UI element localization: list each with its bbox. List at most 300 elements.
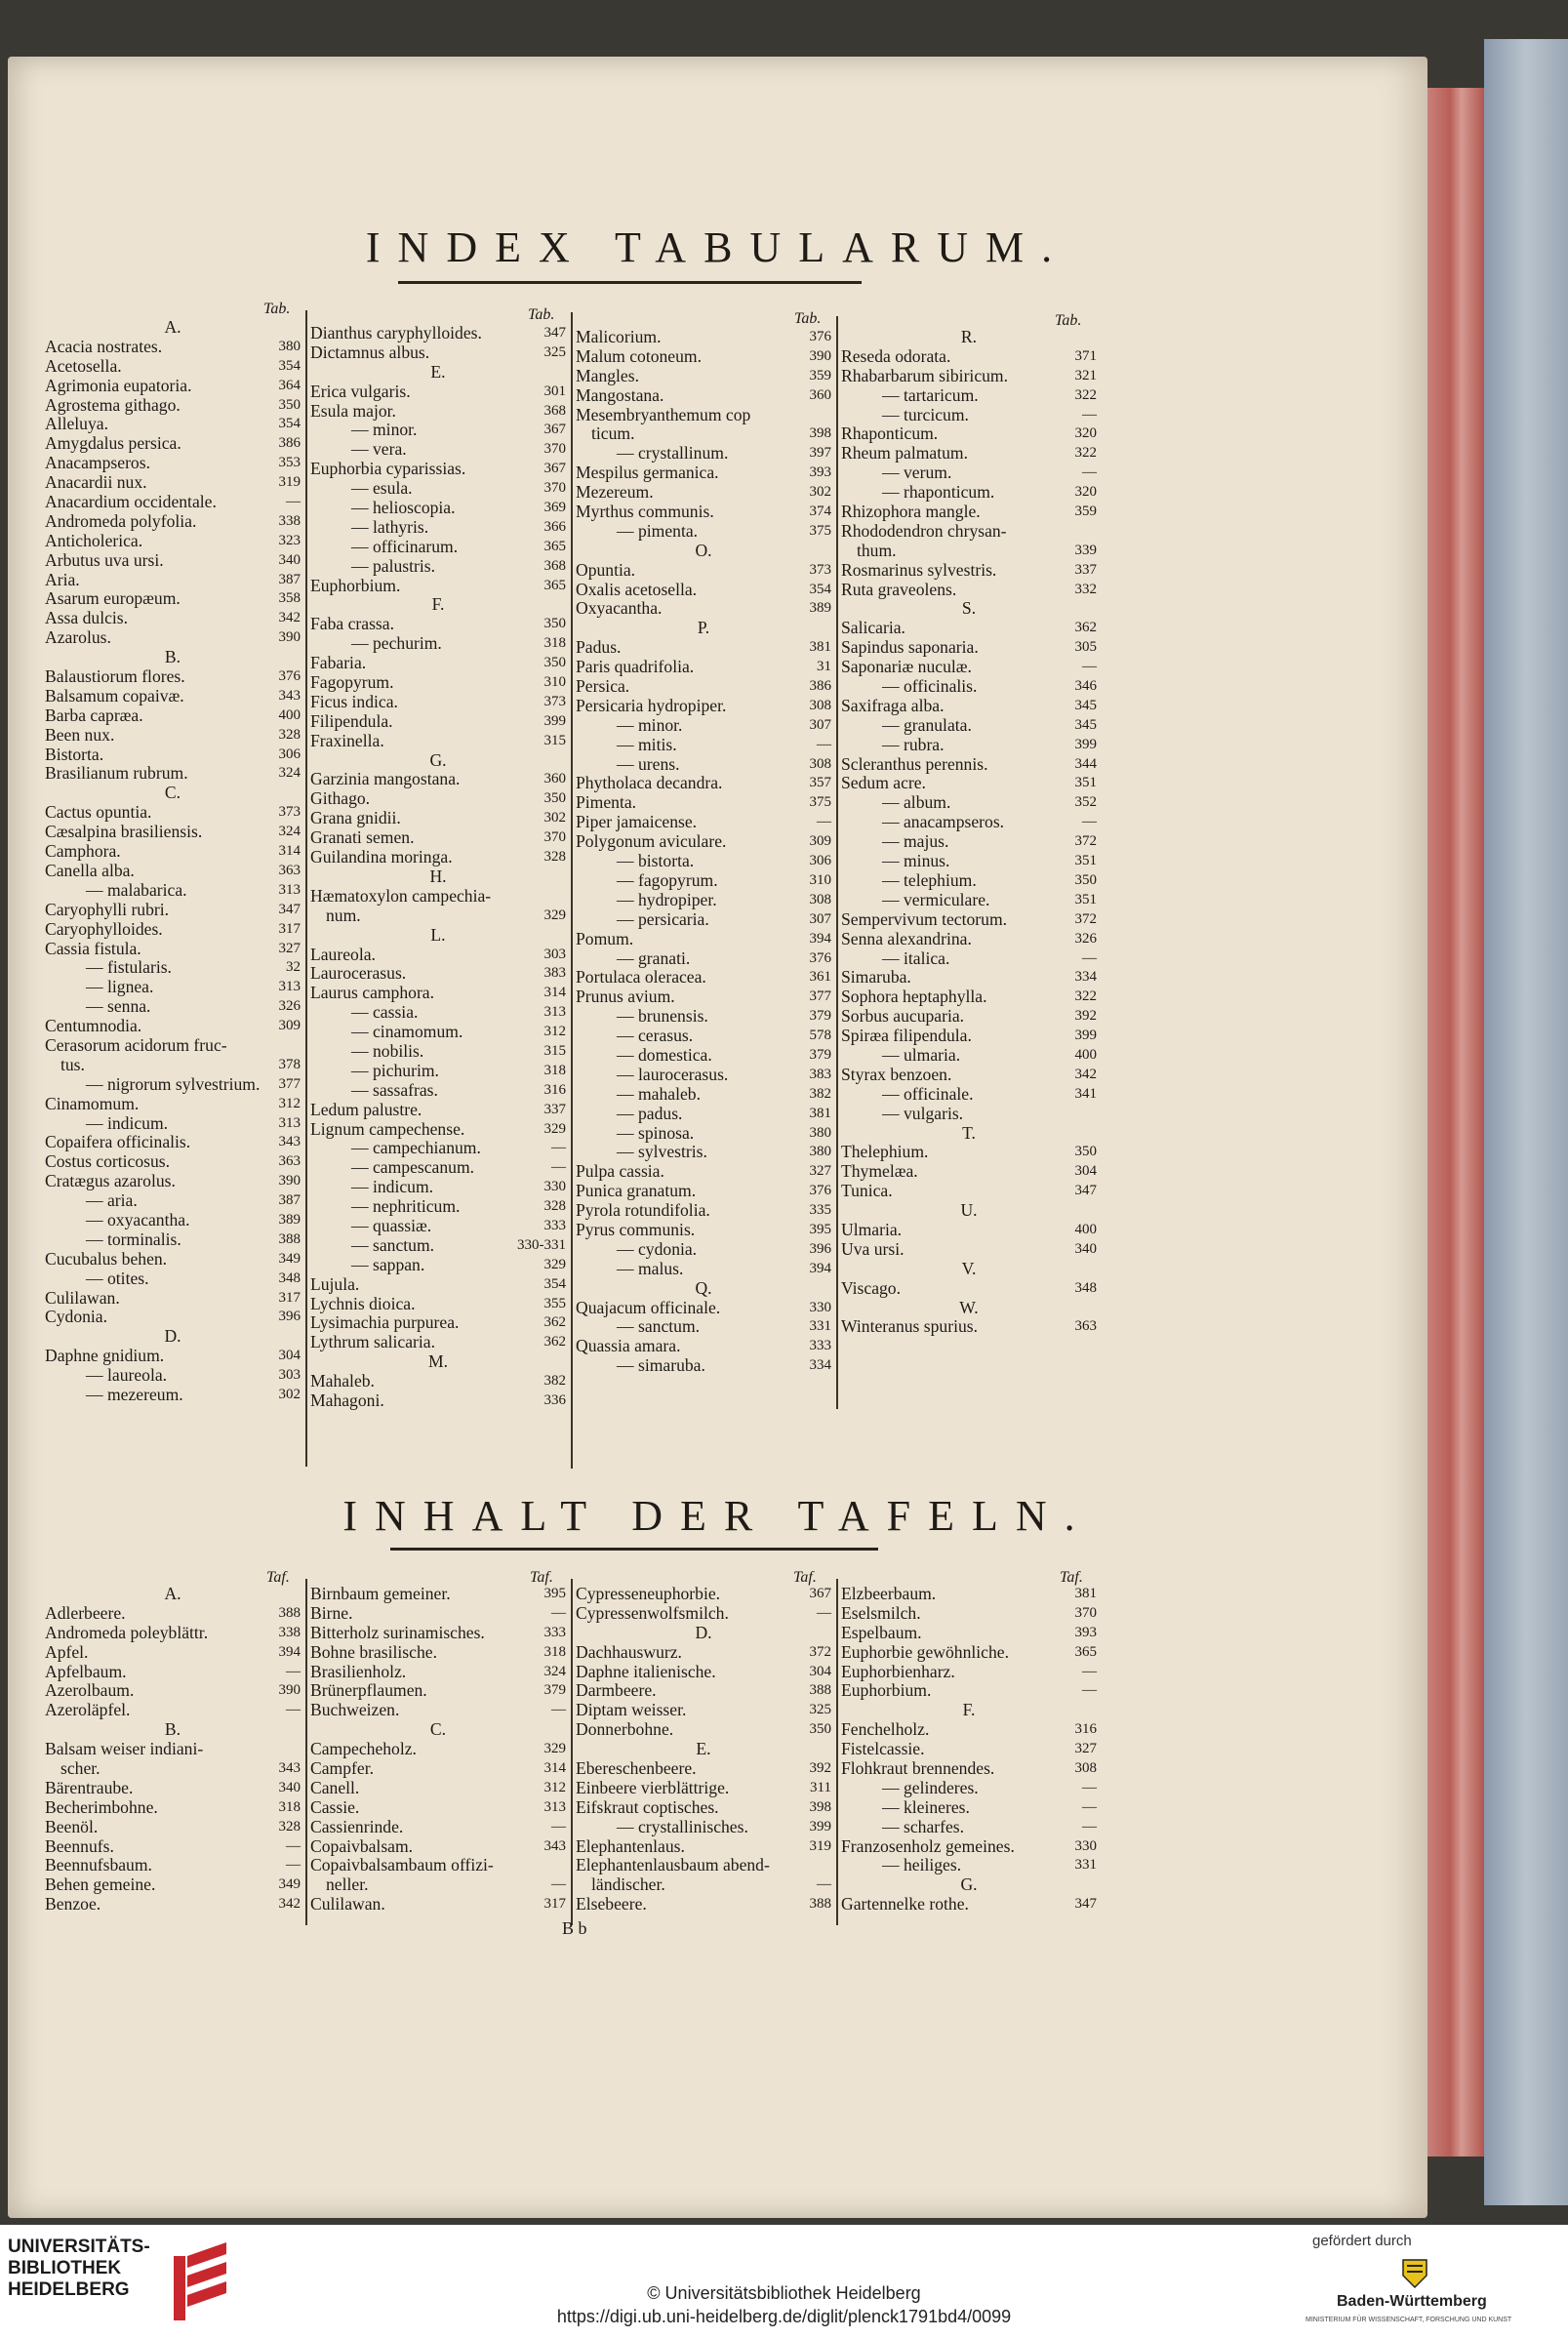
entry-name: Garzinia mangostana. xyxy=(310,770,461,789)
entry-name: Culilawan. xyxy=(310,1895,385,1915)
index-entry xyxy=(310,770,566,789)
plate-number: 333 xyxy=(543,1217,566,1233)
plate-number: 314 xyxy=(543,985,566,1001)
index-title: INDEX TABULARUM. xyxy=(365,223,1070,271)
inhalt-entry xyxy=(576,1643,831,1663)
inhalt-entry xyxy=(576,1663,831,1682)
entry-name: — nigrorum sylvestrium. xyxy=(86,1074,261,1094)
inhalt-entry xyxy=(841,1720,1097,1740)
entry-name: Been nux. xyxy=(45,725,115,745)
plate-number: 355 xyxy=(543,1295,566,1311)
plate-number: 357 xyxy=(809,775,831,791)
plate-number: — xyxy=(1082,659,1097,675)
index-entry xyxy=(310,1003,566,1023)
index-entry xyxy=(310,1062,566,1081)
plate-number: 372 xyxy=(1074,833,1097,850)
index-entry xyxy=(45,532,301,551)
plate-number: 308 xyxy=(1074,1760,1097,1777)
entry-name: Cassia fistula. xyxy=(45,939,141,958)
plate-number: 318 xyxy=(543,1062,566,1078)
entry-name: Benzoe. xyxy=(45,1895,101,1915)
index-entry xyxy=(310,946,566,965)
entry-name: neller. xyxy=(326,1875,369,1895)
entry-name: — malus. xyxy=(617,1259,684,1278)
index-entry xyxy=(841,1162,1097,1182)
inhalt-entry xyxy=(45,1643,301,1663)
entry-name: — scharfes. xyxy=(882,1817,965,1836)
entry-name: Centumnodia. xyxy=(45,1017,142,1036)
plate-number: 345 xyxy=(1074,697,1097,713)
plate-number: 345 xyxy=(1074,716,1097,733)
index-letter-heading xyxy=(310,1352,566,1372)
letter-heading-text: S. xyxy=(961,599,977,619)
inhalt-column-3 xyxy=(576,1585,831,1915)
baden-wuerttemberg-label[interactable]: Baden-Württemberg xyxy=(1337,2293,1487,2310)
entry-name: Asarum europæum. xyxy=(45,589,181,609)
plate-number: — xyxy=(286,1663,301,1679)
entry-name: Fenchelholz. xyxy=(841,1720,930,1740)
entry-name: Ebereschenbeere. xyxy=(576,1759,697,1779)
plate-number: 302 xyxy=(543,810,566,826)
plate-number: 343 xyxy=(278,687,301,704)
plate-number: 323 xyxy=(278,532,301,548)
inhalt-entry xyxy=(45,1895,301,1915)
entry-name: — minus. xyxy=(882,852,950,871)
index-entry xyxy=(841,658,1097,677)
entry-name: — aria. xyxy=(86,1191,138,1211)
index-entry xyxy=(310,1236,566,1256)
inhalt-entry xyxy=(576,1895,831,1915)
index-entry xyxy=(310,693,566,712)
entry-name: Sorbus aucuparia. xyxy=(841,1007,965,1027)
plate-number: 321 xyxy=(1074,367,1097,383)
entry-name: — turcicum. xyxy=(882,405,969,424)
entry-name: Eifskraut coptisches. xyxy=(576,1797,719,1817)
entry-name: Amygdalus persica. xyxy=(45,434,181,454)
index-entry xyxy=(45,920,301,940)
index-entry xyxy=(45,1366,301,1386)
inhalt-entry xyxy=(841,1895,1097,1915)
entry-name: Assa dulcis. xyxy=(45,609,129,628)
entry-name: Githago. xyxy=(310,789,371,809)
entry-name: — cerasus. xyxy=(617,1027,694,1046)
index-letter-heading xyxy=(576,542,831,561)
plate-number: 32 xyxy=(286,959,301,976)
plate-number: — xyxy=(817,736,831,752)
plate-number: 318 xyxy=(543,1643,566,1660)
plate-number: 322 xyxy=(1074,988,1097,1005)
inhalt-entry xyxy=(576,1720,831,1740)
index-entry xyxy=(310,538,566,557)
entry-name: Cassienrinde. xyxy=(310,1817,404,1836)
plate-number: 334 xyxy=(809,1357,831,1374)
entry-name: Bärentraube. xyxy=(45,1778,134,1797)
permalink-url[interactable]: https://digi.ub.uni-heidelberg.de/diglit/plenck1791bd4/0099 xyxy=(556,2307,1012,2326)
entry-name: Euphorbium. xyxy=(310,576,401,595)
index-entry xyxy=(310,1256,566,1275)
plate-number: 348 xyxy=(278,1270,301,1286)
entry-name: — majus. xyxy=(882,832,949,852)
entry-name: Azerolbaum. xyxy=(45,1681,135,1701)
viewer-footer xyxy=(0,2225,1568,2338)
plate-number: 314 xyxy=(278,843,301,860)
inhalt-entry xyxy=(310,1895,566,1915)
index-entry xyxy=(310,809,566,828)
entry-name: Cactus opuntia. xyxy=(45,803,152,823)
index-entry xyxy=(45,377,301,396)
plate-number: — xyxy=(551,1876,566,1893)
entry-name: Uva ursi. xyxy=(841,1239,905,1259)
inhalt-entry xyxy=(576,1798,831,1818)
plate-number: 350 xyxy=(543,655,566,671)
index-entry xyxy=(310,1101,566,1120)
index-entry xyxy=(841,968,1097,988)
plate-number: 381 xyxy=(809,639,831,656)
inhalt-column-4 xyxy=(841,1585,1097,1915)
entry-name: Azeroläpfel. xyxy=(45,1701,131,1720)
index-entry xyxy=(45,1075,301,1095)
index-entry xyxy=(576,988,831,1007)
index-letter-heading xyxy=(841,1124,1097,1144)
entry-name: Barba capræa. xyxy=(45,705,143,725)
index-entry xyxy=(45,1036,301,1056)
entry-name: — verum. xyxy=(882,464,952,483)
letter-heading-text: F. xyxy=(962,1701,976,1720)
inhalt-entry xyxy=(45,1856,301,1875)
index-title-rule xyxy=(398,281,862,284)
index-entry xyxy=(310,1197,566,1217)
plate-number: 383 xyxy=(543,965,566,982)
index-entry xyxy=(576,1105,831,1124)
letter-heading-text: O. xyxy=(695,541,712,560)
plate-number: 329 xyxy=(543,907,566,923)
index-entry xyxy=(310,712,566,732)
entry-name: — mahaleb. xyxy=(617,1084,701,1104)
inhalt-entry xyxy=(310,1681,566,1701)
entry-name: Andromeda poleyblättr. xyxy=(45,1623,209,1642)
tab-header-col4: Tab. xyxy=(1055,312,1082,329)
entry-name: — crystallinisches. xyxy=(617,1817,748,1836)
entry-name: Scleranthus perennis. xyxy=(841,754,988,774)
entry-name: Euphorbienharz. xyxy=(841,1662,955,1681)
index-entry xyxy=(310,1372,566,1391)
index-column-2 xyxy=(310,324,566,1411)
plate-number: 399 xyxy=(1074,736,1097,752)
index-column-1 xyxy=(45,318,301,1405)
index-entry xyxy=(576,1299,831,1318)
entry-name: Daphne italienische. xyxy=(576,1662,716,1681)
index-entry xyxy=(45,958,301,978)
entry-name: Guilandina moringa. xyxy=(310,848,453,867)
plate-number: — xyxy=(551,1159,566,1176)
plate-number: — xyxy=(286,1857,301,1874)
plate-number: 327 xyxy=(809,1163,831,1180)
letter-heading-text: W. xyxy=(959,1298,979,1317)
plate-number: 351 xyxy=(1074,853,1097,869)
letter-heading-text: R. xyxy=(960,328,978,346)
letter-heading-text: Q. xyxy=(695,1278,712,1298)
index-entry xyxy=(45,978,301,997)
plate-number: 381 xyxy=(1074,1586,1097,1601)
signature-mark: B b xyxy=(562,1918,587,1938)
entry-name: Bitterholz surinamisches. xyxy=(310,1623,485,1642)
plate-number: 386 xyxy=(278,435,301,452)
plate-number: 393 xyxy=(1074,1624,1097,1640)
index-column-3 xyxy=(576,328,831,1376)
index-entry xyxy=(310,1023,566,1042)
plate-number: 399 xyxy=(543,712,566,729)
plate-number: 359 xyxy=(809,367,831,383)
plate-number: 379 xyxy=(543,1682,566,1699)
plate-number: 387 xyxy=(278,571,301,587)
plate-number: 388 xyxy=(278,1604,301,1621)
plate-number: 319 xyxy=(278,474,301,491)
entry-name: Elephantenlaus. xyxy=(576,1836,685,1856)
plate-number: 354 xyxy=(809,581,831,597)
entry-name: Alleluya. xyxy=(45,415,108,434)
index-entry xyxy=(45,687,301,706)
entry-name: — padus. xyxy=(617,1104,683,1123)
plate-number: 330-331 xyxy=(517,1236,566,1253)
index-entry xyxy=(45,1308,301,1327)
plate-number: 374 xyxy=(809,504,831,520)
plate-number: 341 xyxy=(1074,1085,1097,1102)
inhalt-entry xyxy=(841,1759,1097,1779)
entry-name: Fistelcassie. xyxy=(841,1740,925,1759)
index-entry xyxy=(310,421,566,440)
plate-number: 388 xyxy=(278,1230,301,1247)
letter-heading-text: H. xyxy=(429,867,447,886)
plate-number: 378 xyxy=(278,1056,301,1072)
entry-name: Thymelæa. xyxy=(841,1162,918,1182)
plate-number: 350 xyxy=(278,396,301,413)
entry-name: — pichurim. xyxy=(351,1061,439,1080)
plate-number: — xyxy=(1082,464,1097,481)
index-letter-heading xyxy=(310,926,566,946)
inhalt-entry xyxy=(45,1818,301,1837)
index-entry xyxy=(841,1317,1097,1337)
entry-name: Laurus camphora. xyxy=(310,984,435,1003)
plate-number: 377 xyxy=(278,1075,301,1092)
index-entry xyxy=(45,1250,301,1270)
index-entry xyxy=(45,901,301,920)
entry-name: Brasilienholz. xyxy=(310,1662,407,1681)
entry-name: — cydonia. xyxy=(617,1239,698,1259)
entry-name: — brunensis. xyxy=(617,1007,708,1027)
plate-number: 312 xyxy=(543,1779,566,1795)
entry-name: — senna. xyxy=(86,997,151,1017)
plate-number: 303 xyxy=(278,1367,301,1384)
entry-name: Quajacum officinale. xyxy=(576,1298,721,1317)
plate-number: 370 xyxy=(543,480,566,497)
plate-number: 400 xyxy=(278,706,301,723)
inhalt-entry xyxy=(310,1875,566,1895)
page-edges xyxy=(1427,88,1484,2157)
entry-name: Cerasorum acidorum fruc- xyxy=(45,1035,227,1055)
inhalt-entry xyxy=(310,1856,566,1875)
entry-name: Euphorbie gewöhnliche. xyxy=(841,1642,1009,1662)
inhalt-entry xyxy=(45,1798,301,1818)
entry-name: Rhizophora mangle. xyxy=(841,503,981,522)
entry-name: Saponariæ nuculæ. xyxy=(841,658,972,677)
index-entry xyxy=(45,862,301,881)
index-entry xyxy=(841,464,1097,483)
entry-name: Pyrola rotundifolia. xyxy=(576,1201,710,1221)
entry-name: — album. xyxy=(882,793,951,813)
plate-number: 379 xyxy=(809,1046,831,1063)
entry-name: — vulgaris. xyxy=(882,1104,964,1123)
index-entry xyxy=(45,1270,301,1289)
entry-name: Lysimachia purpurea. xyxy=(310,1313,460,1333)
plate-number: 315 xyxy=(543,732,566,748)
index-letter-heading xyxy=(310,595,566,615)
index-entry xyxy=(45,338,301,357)
index-entry xyxy=(310,1313,566,1333)
index-entry xyxy=(45,823,301,842)
index-entry xyxy=(841,1105,1097,1124)
entry-name: Anacardium occidentale. xyxy=(45,493,217,512)
entry-name: Ulmaria. xyxy=(841,1220,903,1239)
index-entry xyxy=(45,628,301,648)
entry-name: Cæsalpina brasiliensis. xyxy=(45,823,203,842)
plate-number: 332 xyxy=(1074,581,1097,597)
plate-number: 320 xyxy=(1074,425,1097,442)
plate-number: 313 xyxy=(278,881,301,898)
index-entry xyxy=(841,949,1097,969)
index-entry xyxy=(841,716,1097,736)
entry-name: Phytholaca decandra. xyxy=(576,774,723,793)
plate-number: 307 xyxy=(809,716,831,733)
entry-name: Canella alba. xyxy=(45,861,135,880)
plate-number: 302 xyxy=(809,484,831,501)
entry-name: Ledum palustre. xyxy=(310,1100,422,1119)
entry-name: — simaruba. xyxy=(617,1356,705,1376)
entry-name: Mahaleb. xyxy=(310,1372,375,1391)
index-entry xyxy=(576,406,831,425)
plate-number: 329 xyxy=(543,1120,566,1137)
inhalt-entry xyxy=(576,1818,831,1837)
plate-number: 325 xyxy=(809,1702,831,1718)
plate-number: 360 xyxy=(809,386,831,403)
entry-name: — laurocerasus. xyxy=(617,1065,729,1084)
plate-number: 375 xyxy=(809,794,831,811)
plate-number: 373 xyxy=(809,561,831,578)
entry-name: Caryophylli rubri. xyxy=(45,900,170,919)
index-entry xyxy=(576,658,831,677)
plate-number: 350 xyxy=(543,790,566,807)
index-entry xyxy=(841,1046,1097,1066)
index-entry xyxy=(576,464,831,483)
plate-number: 376 xyxy=(809,329,831,344)
entry-name: Agrostema githago. xyxy=(45,395,181,415)
plate-number: — xyxy=(1082,1798,1097,1815)
plate-number: 394 xyxy=(809,1260,831,1276)
plate-number: 310 xyxy=(543,674,566,691)
inhalt-entry xyxy=(45,1740,301,1759)
plate-number: 380 xyxy=(278,338,301,354)
index-entry xyxy=(576,793,831,813)
index-entry xyxy=(45,764,301,784)
index-entry xyxy=(310,1139,566,1158)
index-entry xyxy=(841,1279,1097,1299)
entry-name: Pyrus communis. xyxy=(576,1220,696,1239)
plate-number: 371 xyxy=(1074,347,1097,364)
entry-name: Lythrum salicaria. xyxy=(310,1333,436,1352)
plate-number: — xyxy=(1082,1818,1097,1834)
plate-number: 310 xyxy=(809,871,831,888)
entry-name: Saxifraga alba. xyxy=(841,696,945,715)
plate-number: — xyxy=(551,1702,566,1718)
entry-name: — italica. xyxy=(882,948,950,968)
inhalt-entry xyxy=(841,1856,1097,1875)
entry-name: Simaruba. xyxy=(841,968,911,988)
inhalt-entry xyxy=(310,1837,566,1857)
index-entry xyxy=(576,1182,831,1201)
index-entry xyxy=(841,832,1097,852)
plate-number: 354 xyxy=(278,416,301,432)
entry-name: Dachhauswurz. xyxy=(576,1642,682,1662)
plate-number: 343 xyxy=(543,1837,566,1854)
plate-number: — xyxy=(286,494,301,510)
plate-number: 339 xyxy=(1074,542,1097,558)
plate-number: 398 xyxy=(809,1798,831,1815)
entry-name: Sapindus saponaria. xyxy=(841,638,979,658)
inhalt-entry xyxy=(45,1837,301,1857)
plate-number: 316 xyxy=(1074,1721,1097,1738)
entry-name: Cypresseneuphorbie. xyxy=(576,1585,721,1603)
tab-header-col3: Tab. xyxy=(794,310,822,327)
index-entry xyxy=(310,324,566,343)
index-entry xyxy=(576,1027,831,1046)
entry-name: Daphne gnidium. xyxy=(45,1347,165,1366)
plate-number: 358 xyxy=(278,590,301,607)
plate-number: — xyxy=(1082,1663,1097,1679)
plate-number: 318 xyxy=(278,1798,301,1815)
entry-name: Pomum. xyxy=(576,929,634,948)
entry-name: Darmbeere. xyxy=(576,1681,657,1701)
index-entry xyxy=(45,1386,301,1405)
plate-number: 346 xyxy=(1074,678,1097,695)
inhalt-entry xyxy=(310,1818,566,1837)
entry-name: Cassie. xyxy=(310,1797,360,1817)
entry-name: Cydonia. xyxy=(45,1308,108,1327)
copyright-text: © Universitätsbibliothek Heidelberg xyxy=(647,2283,921,2303)
entry-name: Behen gemeine. xyxy=(45,1875,156,1895)
index-entry xyxy=(576,968,831,988)
index-entry xyxy=(841,1085,1097,1105)
index-entry xyxy=(310,964,566,984)
entry-name: Winteranus spurius. xyxy=(841,1317,979,1337)
plate-number: 316 xyxy=(543,1081,566,1098)
plate-number: 301 xyxy=(543,383,566,399)
entry-name: Persicaria hydropiper. xyxy=(576,696,727,715)
plate-number: 361 xyxy=(809,969,831,986)
entry-name: Quassia amara. xyxy=(576,1337,681,1356)
index-entry xyxy=(45,589,301,609)
entry-name: Andromeda polyfolia. xyxy=(45,511,197,531)
entry-name: — heiliges. xyxy=(882,1856,962,1875)
plate-number: 331 xyxy=(809,1318,831,1335)
inhalt-title: INHALT DER TAFELN. xyxy=(342,1492,1093,1540)
plate-number: 304 xyxy=(1074,1163,1097,1180)
entry-name: Becherimbohne. xyxy=(45,1797,158,1817)
plate-number: 330 xyxy=(543,1179,566,1195)
index-entry xyxy=(310,557,566,577)
index-entry xyxy=(841,1221,1097,1240)
index-letter-heading xyxy=(310,363,566,383)
entry-name: — sanctum. xyxy=(617,1317,701,1337)
index-entry xyxy=(45,551,301,571)
